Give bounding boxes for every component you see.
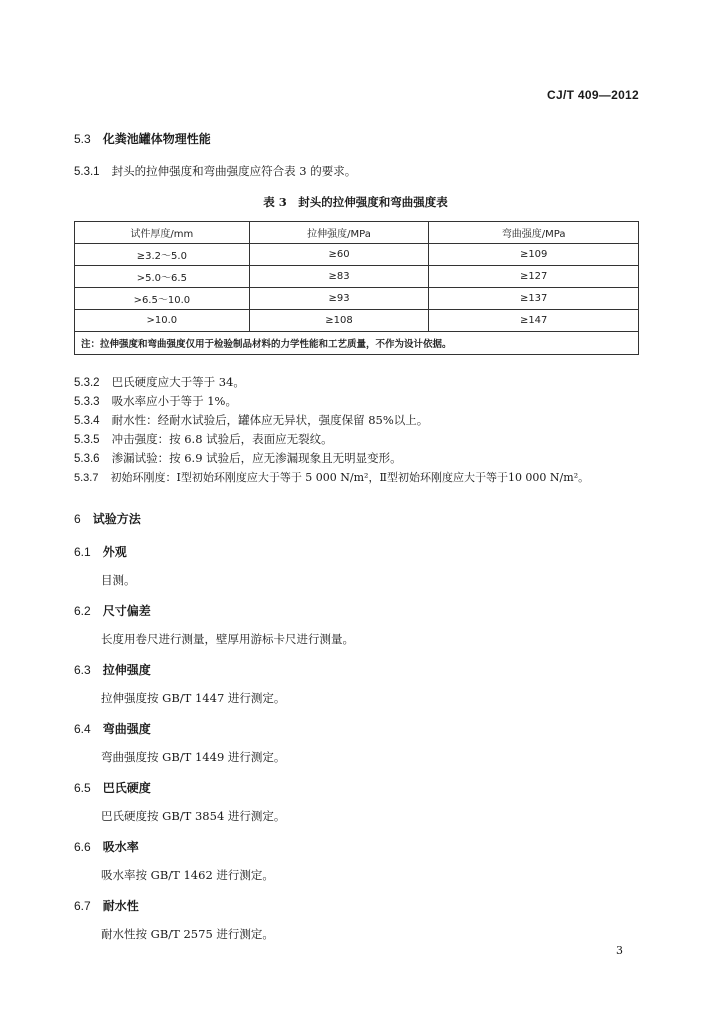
- table-cell: >10.0: [75, 310, 250, 332]
- table-cell: ≥109: [429, 244, 639, 266]
- subsection-6-1-text: 目测。: [101, 573, 136, 587]
- subsection-6-7-heading: [74, 897, 139, 914]
- subsection-6-2-heading: [74, 602, 151, 619]
- clause-number: 5.3.6: [74, 453, 100, 465]
- section-title: 化粪池罐体物理性能: [102, 132, 211, 146]
- section-title: 耐水性: [102, 899, 139, 913]
- table-cell: >6.5～10.0: [75, 288, 250, 310]
- section-number: 6.5: [74, 781, 91, 795]
- table-cell: ≥127: [429, 266, 639, 288]
- subsection-6-5-heading: [74, 779, 151, 796]
- table-row: [75, 310, 639, 332]
- section-number: 6.6: [74, 840, 91, 854]
- section-number: 6: [74, 512, 81, 526]
- subsection-6-6-text: 吸水率按 GB/T 1462 进行测定。: [101, 868, 274, 882]
- table-header-cell: 试件厚度/mm: [75, 222, 250, 244]
- section-title: 巴氏硬度: [102, 781, 151, 795]
- table-cell: ≥147: [429, 310, 639, 332]
- table-cell: ≥93: [249, 288, 429, 310]
- section-number: 6.4: [74, 722, 91, 736]
- clause-number: 5.3.1: [74, 166, 100, 178]
- clause-5-3-1: [74, 163, 356, 179]
- subsection-6-6-heading: [74, 838, 139, 855]
- table-row: [75, 244, 639, 266]
- section-6-heading: [74, 510, 141, 527]
- section-title: 尺寸偏差: [102, 604, 151, 618]
- clause-number: 5.3.3: [74, 396, 100, 408]
- clause-5-3-6: [74, 450, 402, 466]
- clause-text: 耐水性：经耐水试验后，罐体应无异状，强度保留 85%以上。: [111, 413, 429, 427]
- subsection-6-5-text: 巴氏硬度按 GB/T 3854 进行测定。: [101, 809, 286, 823]
- table-cell: ≥3.2～5.0: [75, 244, 250, 266]
- subsection-6-4-heading: [74, 720, 151, 737]
- table-note-row: [75, 332, 639, 355]
- clause-5-3-5: [74, 431, 333, 447]
- section-number: 6.1: [74, 545, 91, 559]
- table-row: [75, 288, 639, 310]
- clause-text: 冲击强度：按 6.8 试验后，表面应无裂纹。: [111, 432, 333, 446]
- section-5-3-heading: [74, 130, 211, 147]
- section-title: 吸水率: [102, 840, 139, 854]
- clause-number: 5.3.4: [74, 415, 100, 427]
- subsection-6-4-text: 弯曲强度按 GB/T 1449 进行测定。: [101, 750, 286, 764]
- table-row: [75, 266, 639, 288]
- subsection-6-7-text: 耐水性按 GB/T 2575 进行测定。: [101, 927, 274, 941]
- subsection-6-3-text: 拉伸强度按 GB/T 1447 进行测定。: [101, 691, 286, 705]
- section-number: 5.3: [74, 132, 91, 146]
- clause-text: 封头的拉伸强度和弯曲强度应符合表 3 的要求。: [111, 164, 357, 178]
- clause-text: 巴氏硬度应大于等于 34。: [111, 375, 245, 389]
- subsection-6-1-heading: [74, 543, 127, 560]
- subsection-6-3-heading: [74, 661, 151, 678]
- section-title: 外观: [102, 545, 127, 559]
- page-number: 3: [616, 944, 623, 957]
- section-title: 弯曲强度: [102, 722, 151, 736]
- clause-5-3-3: [74, 393, 237, 409]
- standard-code: CJ/T 409—2012: [547, 88, 639, 102]
- subsection-6-2-text: 长度用卷尺进行测量，壁厚用游标卡尺进行测量。: [101, 632, 354, 646]
- table-header-cell: 拉伸强度/MPa: [249, 222, 429, 244]
- table-cell: ≥108: [249, 310, 429, 332]
- table-cell: ≥83: [249, 266, 429, 288]
- table-cell: ≥60: [249, 244, 429, 266]
- clause-number: 5.3.5: [74, 434, 100, 446]
- clause-text: 渗漏试验：按 6.9 试验后，应无渗漏现象且无明显变形。: [111, 451, 402, 465]
- table-caption: 表 3 封头的拉伸强度和弯曲强度表: [263, 195, 448, 209]
- section-number: 6.7: [74, 899, 91, 913]
- section-number: 6.3: [74, 663, 91, 677]
- table-header-row: [75, 222, 639, 244]
- clause-number: 5.3.7: [74, 472, 99, 484]
- clause-5-3-4: [74, 412, 428, 428]
- table-cell: ≥137: [429, 288, 639, 310]
- table-note: 注：拉伸强度和弯曲强度仅用于检验制品材料的力学性能和工艺质量，不作为设计依据。: [75, 332, 639, 355]
- table-cell: >5.0～6.5: [75, 266, 250, 288]
- clause-5-3-7: [74, 469, 589, 485]
- table-header-cell: 弯曲强度/MPa: [429, 222, 639, 244]
- clause-5-3-2: [74, 374, 245, 390]
- clause-number: 5.3.2: [74, 377, 100, 389]
- strength-table: [74, 221, 639, 355]
- section-title: 拉伸强度: [102, 663, 151, 677]
- clause-text: 吸水率应小于等于 1%。: [111, 394, 237, 408]
- section-number: 6.2: [74, 604, 91, 618]
- clause-text: 初始环刚度：Ⅰ型初始环刚度应大于等于 5 000 N/m²，Ⅱ型初始环刚度应大于等于10 000 N/m²。: [110, 471, 590, 484]
- section-title: 试验方法: [92, 512, 141, 526]
